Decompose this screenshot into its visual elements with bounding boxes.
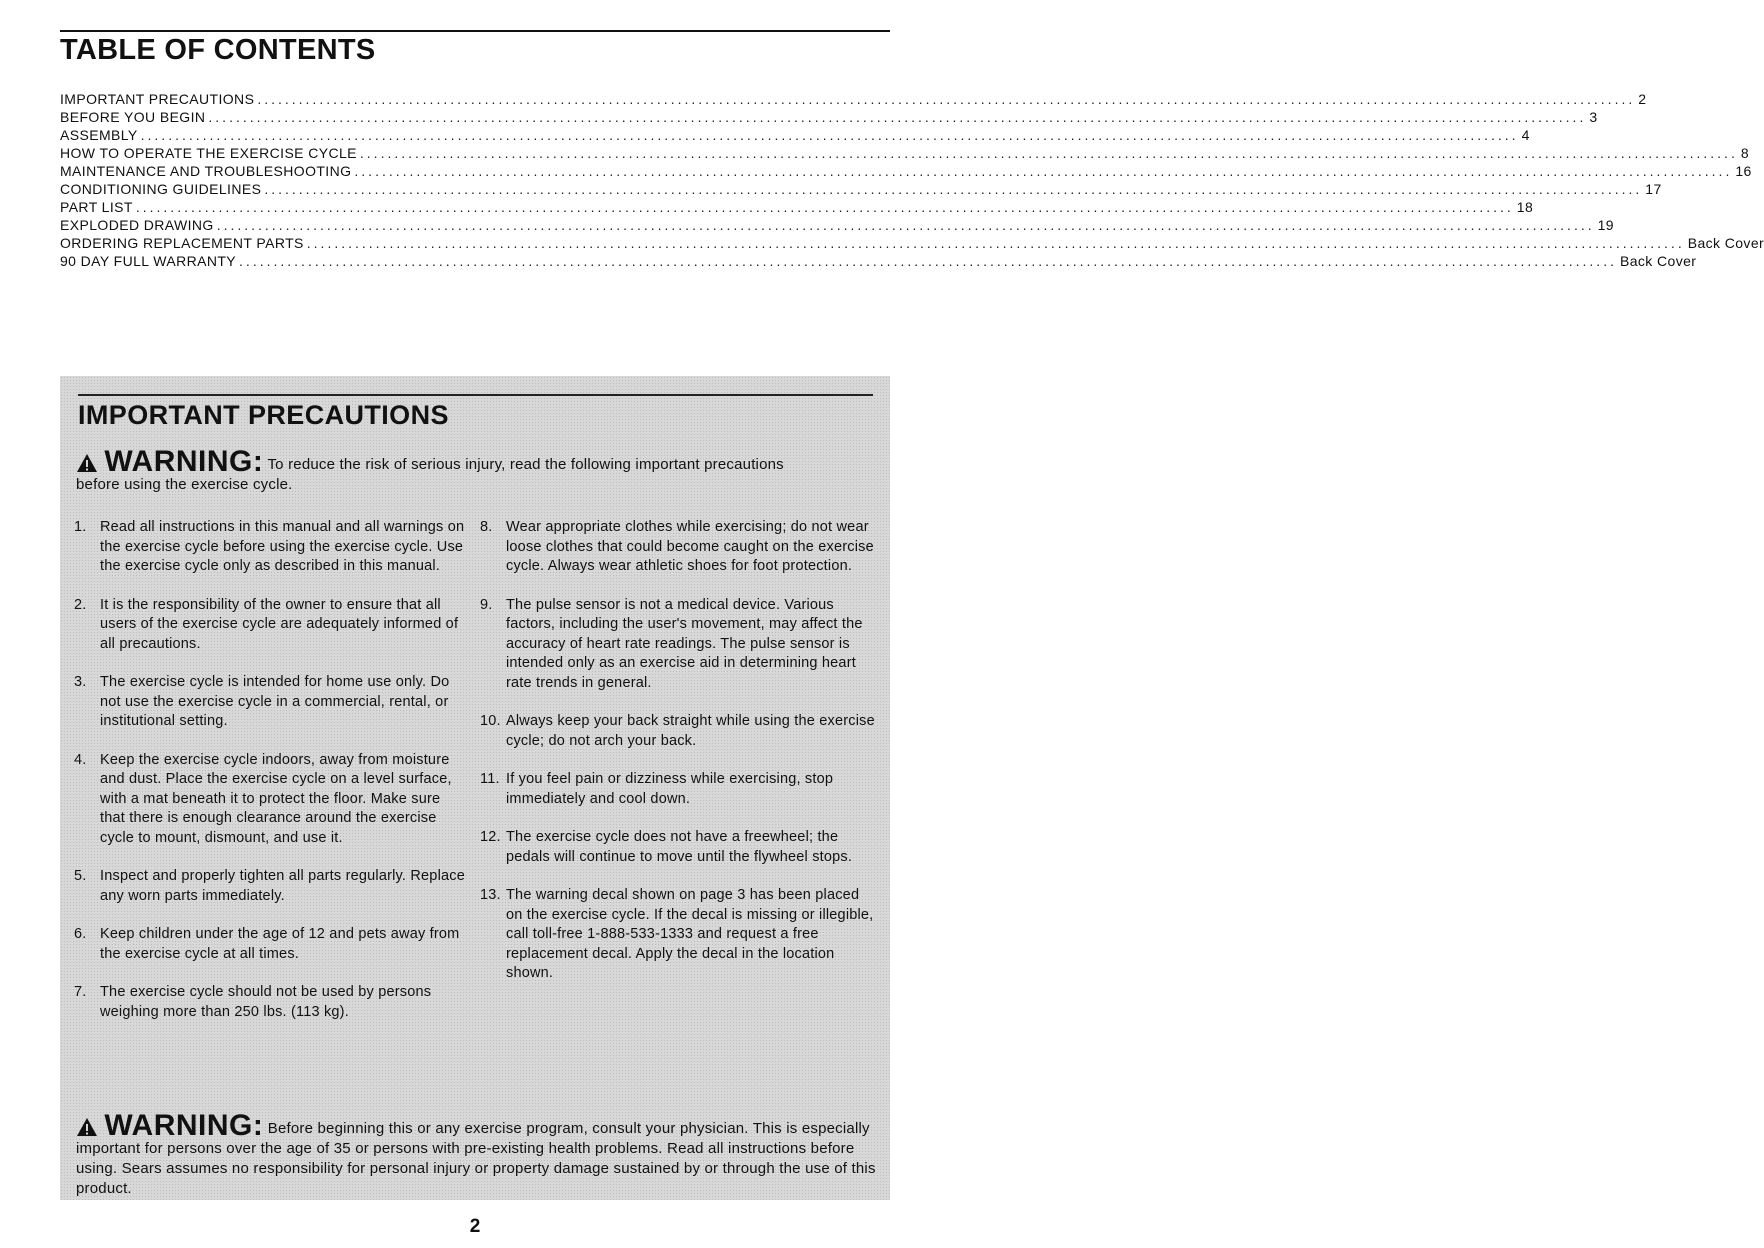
precaution-item (480, 712, 875, 751)
toc-title: TABLE OF CONTENTS (60, 34, 376, 66)
toc-leader-dots: ........................................................................................................................................................................................................ (135, 199, 1514, 215)
precaution-text: Inspect and properly tighten all parts regularly. Replace any worn parts immediately. (100, 868, 465, 904)
toc-entry-page: 17 (1645, 181, 1662, 197)
toc-entry-label: HOW TO OPERATE THE EXERCISE CYCLE (60, 145, 357, 161)
precaution-item (74, 867, 469, 906)
toc-entry-label: ORDERING REPLACEMENT PARTS (60, 235, 304, 251)
toc-entry-page: 2 (1638, 91, 1647, 107)
toc-entry-page: 4 (1521, 127, 1530, 143)
toc-entry (60, 180, 1662, 198)
precaution-item (74, 596, 469, 655)
precaution-text: The exercise cycle does not have a freewheel; the pedals will continue to move until the flywheel stops. (506, 829, 853, 865)
toc-entry (60, 198, 1534, 216)
precaution-item (480, 518, 875, 577)
warning-bottom (76, 1109, 876, 1199)
toc-leader-dots: ........................................................................................................................................................................................................ (359, 145, 1738, 161)
precaution-text: Read all instructions in this manual and all warnings on the exercise cycle before using the exercise cycle. Use the exercise cycle only as described in this manual. (100, 519, 465, 574)
precaution-text: Wear appropriate clothes while exercising; do not wear loose clothes that could become caught on the exercise cycle. Always wear athletic shoes for foot protection. (506, 519, 874, 574)
toc-leader-dots: ........................................................................................................................................................................................................ (239, 253, 1617, 269)
precaution-item (480, 596, 875, 694)
toc-entry-page: 8 (1740, 145, 1750, 161)
precautions-rule (78, 394, 873, 396)
precaution-number: 9. (480, 596, 493, 613)
toc-leader-dots: ........................................................................................................................................................................................................ (216, 217, 1595, 233)
precaution-item (480, 828, 875, 867)
toc-leader-dots: ........................................................................................................................................................................................................ (208, 109, 1587, 125)
toc-entry-label: BEFORE YOU BEGIN (60, 109, 206, 125)
page-number: 2 (469, 1216, 481, 1237)
toc-entry-page: Back Cover (1619, 253, 1697, 269)
precaution-number: 5. (74, 868, 87, 884)
precaution-text: The exercise cycle should not be used by persons weighing more than 250 lbs. (113 kg). (100, 984, 432, 1020)
toc-top-rule (60, 30, 890, 32)
toc-entry (60, 234, 1764, 252)
precaution-text: Keep the exercise cycle indoors, away from moisture and dust. Place the exercise cycle on a level surface, with a mat beneath it to protect the floor. Make sure that there is enough clearance around the exercise cycle to mount, dismount, and use it. (100, 751, 452, 846)
toc-leader-dots: ........................................................................................................................................................................................................ (306, 235, 1685, 251)
toc-entry-label: MAINTENANCE AND TROUBLESHOOTING (60, 163, 352, 179)
precaution-item (74, 518, 469, 577)
toc-entry-page: 16 (1735, 163, 1752, 179)
toc-entry-page: 3 (1589, 109, 1598, 125)
precautions-right-column (480, 518, 875, 1003)
precaution-number: 3. (74, 674, 87, 690)
toc-entry-label: ASSEMBLY (60, 127, 138, 143)
toc-entry-page: 18 (1516, 199, 1534, 215)
precaution-item (74, 751, 469, 849)
toc-entry-label: PART LIST (60, 199, 133, 215)
toc-entry (60, 144, 1750, 162)
toc-entry-page: Back Cover (1687, 235, 1764, 251)
toc-entry-label: 90 DAY FULL WARRANTY (60, 253, 237, 269)
toc-entry-label: EXPLODED DRAWING (60, 217, 214, 233)
precaution-number: 13. (480, 887, 501, 903)
precaution-item (74, 925, 469, 964)
toc-leader-dots: ........................................................................................................................................................................................................ (264, 181, 1643, 197)
toc-leader-dots: ........................................................................................................................................................................................................ (140, 127, 1519, 143)
warning-top-text: To reduce the risk of serious injury, read the following important precautions before using the exercise cycle. (76, 456, 784, 493)
precautions-left-column (74, 518, 469, 1041)
warning-top-heading: WARNING: (104, 445, 264, 478)
toc-entry-label: CONDITIONING GUIDELINES (60, 181, 262, 197)
precaution-text: It is the responsibility of the owner to ensure that all users of the exercise cycle are adequately informed of all precautions. (100, 596, 459, 652)
precaution-item (74, 983, 469, 1022)
precaution-text: If you feel pain or dizziness while exercising, stop immediately and cool down. (506, 771, 834, 807)
precaution-number: 4. (74, 751, 87, 768)
precautions-title: IMPORTANT PRECAUTIONS (78, 400, 449, 430)
precaution-text: The warning decal shown on page 3 has been placed on the exercise cycle. If the decal is missing or illegible, call toll-free 1-888-533-1333 and request a free replacement decal. Apply the decal in the location shown. (506, 887, 874, 981)
precaution-text: The pulse sensor is not a medical device. Various factors, including the user's movement, may affect the accuracy of heart rate readings. The pulse sensor is intended only as an exercise aid in determining heart rate trends in general. (506, 596, 863, 691)
toc-leader-dots: ........................................................................................................................................................................................................ (257, 91, 1636, 107)
precaution-number: 10. (480, 713, 501, 729)
precaution-number: 8. (480, 519, 493, 535)
warning-bottom-heading: WARNING: (104, 1109, 264, 1142)
precaution-item (480, 770, 875, 809)
warning-top (76, 445, 816, 495)
precaution-number: 6. (74, 926, 87, 942)
precaution-number: 12. (480, 829, 501, 845)
precaution-number: 2. (74, 596, 87, 613)
toc-entry-label: IMPORTANT PRECAUTIONS (60, 91, 255, 107)
toc-entry (60, 90, 1647, 108)
precaution-number: 11. (480, 771, 500, 787)
precautions-box (60, 376, 890, 1200)
toc-leader-dots: ........................................................................................................................................................................................................ (354, 163, 1733, 179)
toc-entry (60, 108, 1598, 126)
warning-bottom-text: Before beginning this or any exercise program, consult your physician. This is especially important for persons over the age of 35 or persons with pre-existing health problems. Read all instructions before using. Sears assumes no responsibility for personal injury or property damage sustained by or through the use of this product. (76, 1120, 876, 1197)
precaution-item (480, 886, 875, 984)
precaution-number: 7. (74, 984, 87, 1000)
precaution-number: 1. (74, 519, 87, 535)
toc-entry (60, 162, 1752, 180)
toc-entry (60, 216, 1614, 234)
toc-entry-page: 19 (1597, 217, 1614, 233)
precaution-text: The exercise cycle is intended for home use only. Do not use the exercise cycle in a commercial, rental, or institutional setting. (100, 674, 450, 729)
toc-entry (60, 252, 1697, 270)
precaution-text: Always keep your back straight while using the exercise cycle; do not arch your back. (506, 713, 875, 749)
precaution-text: Keep children under the age of 12 and pets away from the exercise cycle at all times. (100, 926, 460, 962)
precaution-item (74, 673, 469, 732)
toc-list (60, 90, 1764, 270)
toc-entry (60, 126, 1530, 144)
